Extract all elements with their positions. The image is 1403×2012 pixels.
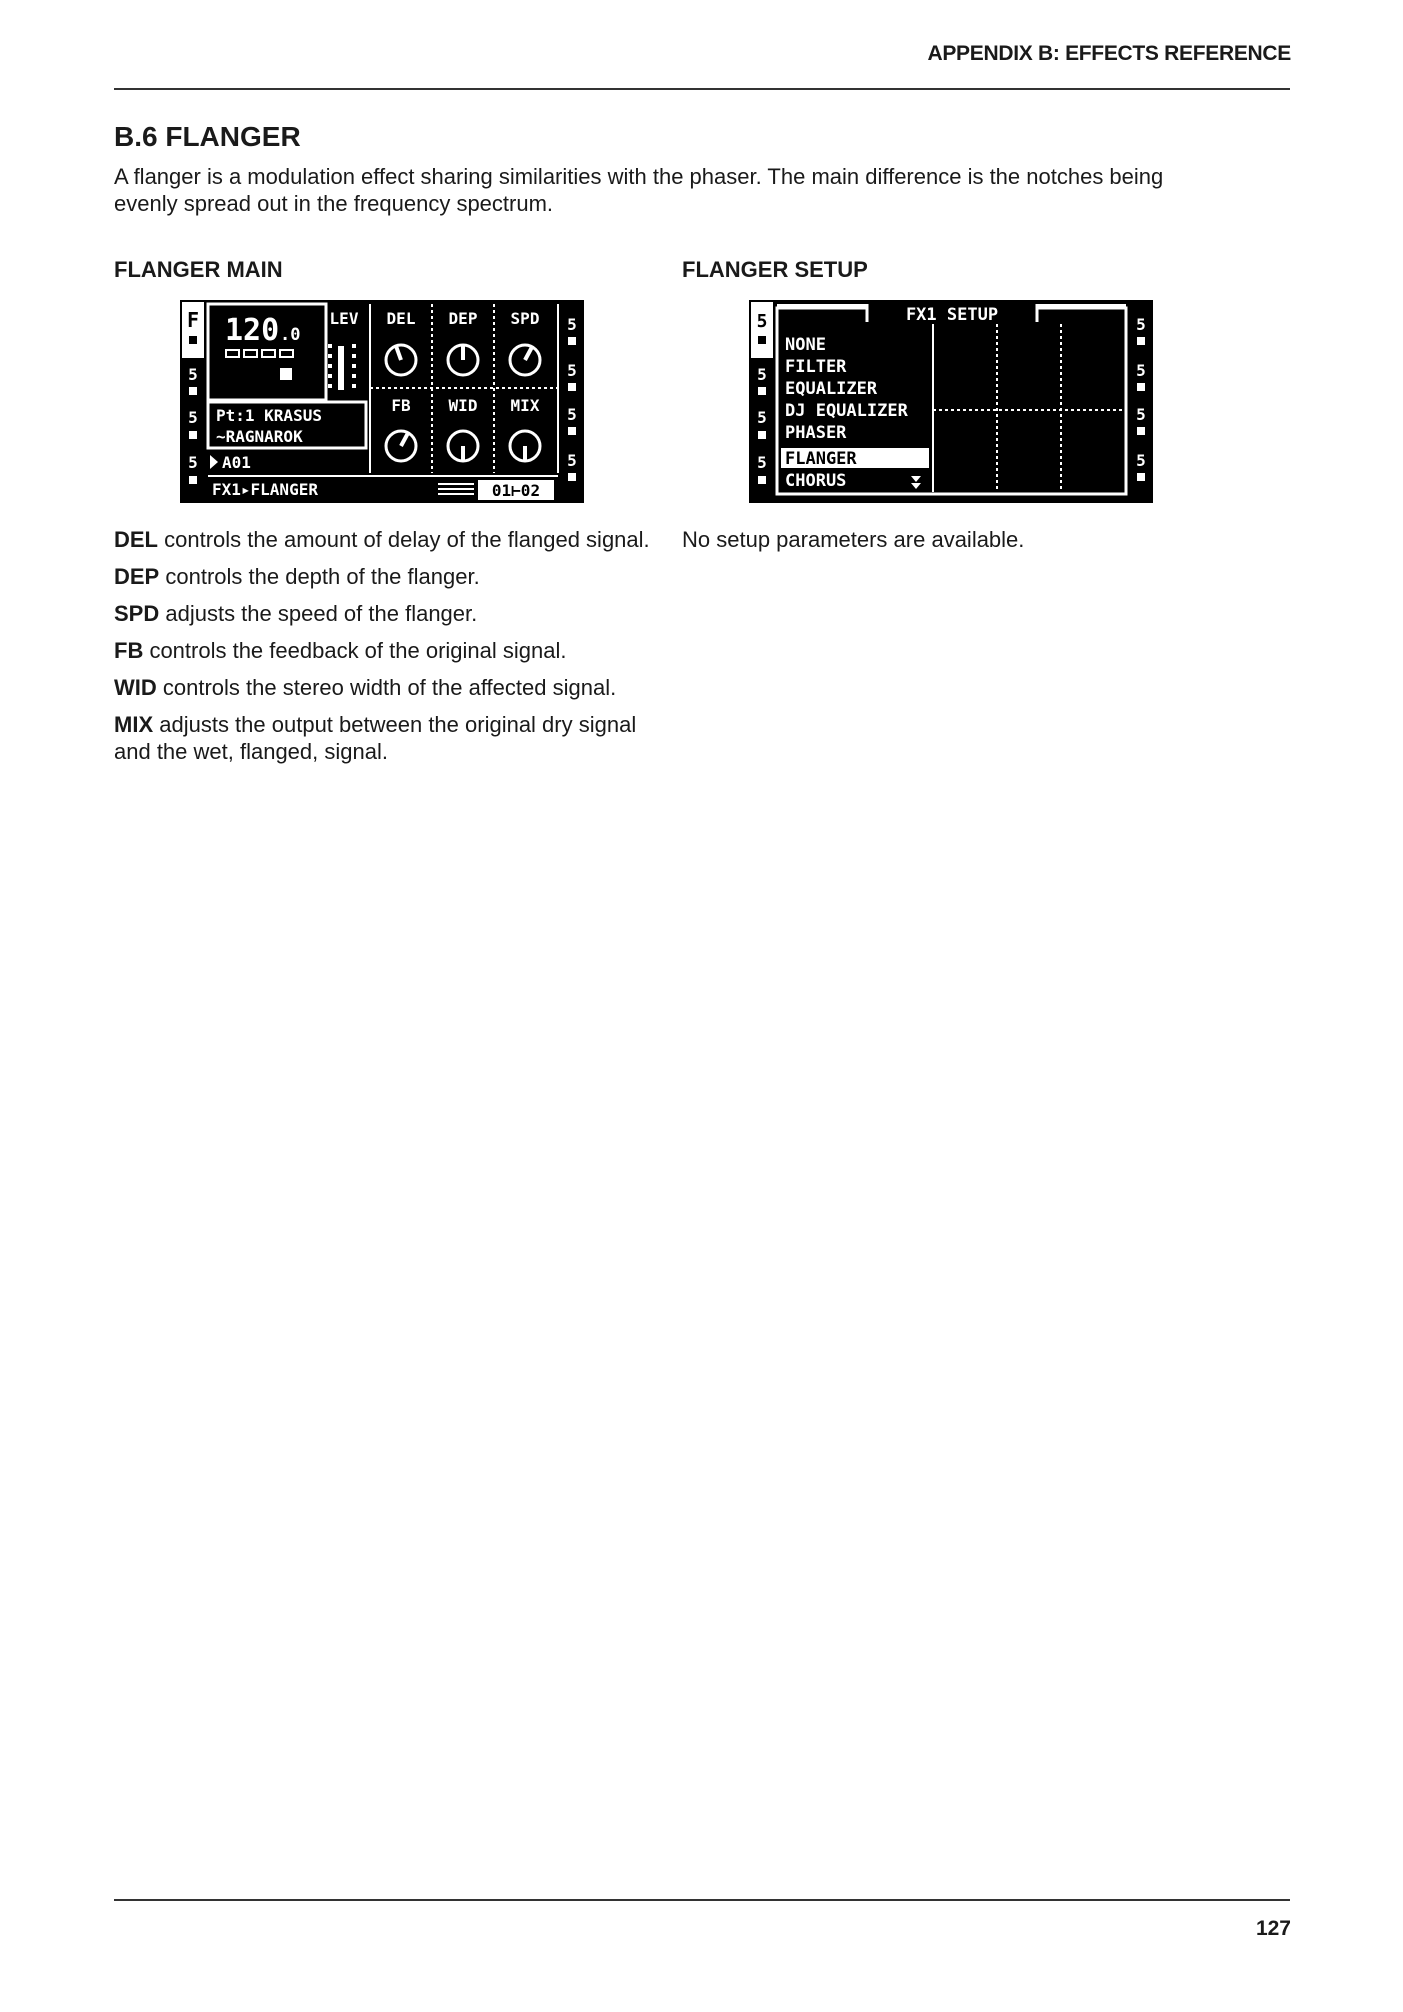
main-heading: FLANGER MAIN xyxy=(114,257,283,282)
desc-term: SPD xyxy=(114,601,160,626)
knob-del xyxy=(386,345,416,375)
tempo-decimal: .0 xyxy=(280,325,301,345)
desc-fb: FB controls the feedback of the original signal. xyxy=(114,638,567,663)
play-arrow-icon xyxy=(210,455,218,469)
header-rule xyxy=(114,88,1290,90)
effect-list[interactable] xyxy=(781,335,929,491)
knob-fb xyxy=(386,431,416,461)
effect-item[interactable]: NONE xyxy=(785,335,826,355)
stop-icon xyxy=(280,368,292,380)
page-glyph: 5 xyxy=(188,408,198,427)
effect-item[interactable]: FILTER xyxy=(785,357,847,377)
page-lines-icon xyxy=(438,483,474,495)
pattern-name: Pt:1 KRASUS xyxy=(216,406,322,425)
param-label-mix: MIX xyxy=(510,396,540,415)
scroll-down-icon[interactable] xyxy=(911,476,921,489)
desc-mix: MIX adjusts the output between the original dry signal and the wet, flanged, signal. xyxy=(114,712,637,764)
page-glyph: 5 xyxy=(757,453,767,472)
knob-mix xyxy=(510,431,540,462)
parameter-descriptions xyxy=(114,526,674,775)
setup-right-side-column xyxy=(1136,315,1146,481)
desc-spd: SPD adjusts the speed of the flanger. xyxy=(114,601,478,626)
setup-left-side-column xyxy=(751,302,773,484)
pattern-slot: A01 xyxy=(222,453,251,472)
desc-del: DEL controls the amount of delay of the flanged signal. xyxy=(114,527,650,552)
effect-item-selected[interactable]: FLANGER xyxy=(785,449,857,469)
desc-term: FB xyxy=(114,638,144,663)
knob-dep xyxy=(448,344,478,375)
track-letter: F xyxy=(186,308,200,332)
left-side-column xyxy=(182,302,204,484)
effect-item[interactable]: CHORUS xyxy=(785,471,847,491)
flanger-main-screen xyxy=(180,300,584,503)
page-glyph: 5 xyxy=(757,408,767,427)
knob-spd xyxy=(510,345,540,375)
status-page: 01⊢02 xyxy=(491,481,541,500)
footer-rule xyxy=(114,1899,1290,1901)
right-side-column xyxy=(567,315,577,481)
running-header: APPENDIX B: EFFECTS REFERENCE xyxy=(927,42,1291,65)
desc-wid: WID controls the stereo width of the affected signal. xyxy=(114,675,617,700)
page-glyph: 5 xyxy=(567,405,577,424)
page-glyph: 5 xyxy=(1136,361,1146,380)
param-label-wid: WID xyxy=(448,396,478,415)
section-title: B.6 FLANGER xyxy=(114,121,301,152)
desc-term: DEL xyxy=(114,527,158,552)
pattern-kit: ~RAGNAROK xyxy=(216,427,303,446)
effect-item[interactable]: PHASER xyxy=(785,423,847,443)
page-glyph: 5 xyxy=(756,311,768,332)
param-label-dep: DEP xyxy=(448,309,478,328)
section-intro: A flanger is a modulation effect sharing similarities with the phaser. The main difference is the notches being evenly spread out in the frequency spectrum. xyxy=(114,164,1164,216)
level-label: LEV xyxy=(329,309,359,328)
page-glyph: 5 xyxy=(1136,451,1146,470)
page-glyph: 5 xyxy=(567,361,577,380)
setup-title: FX1 SETUP xyxy=(905,305,999,325)
param-label-del: DEL xyxy=(386,309,416,328)
page-glyph: 5 xyxy=(567,315,577,334)
effect-item[interactable]: EQUALIZER xyxy=(785,379,878,399)
page-glyph: 5 xyxy=(757,365,767,384)
knob-wid xyxy=(448,431,478,462)
desc-term: MIX xyxy=(114,712,154,737)
page-glyph: 5 xyxy=(567,451,577,470)
page-number: 127 xyxy=(1255,1917,1291,1940)
desc-term: DEP xyxy=(114,564,160,589)
tempo-value: 120 xyxy=(225,313,280,348)
setup-heading: FLANGER SETUP xyxy=(682,257,868,282)
page-glyph: 5 xyxy=(1136,315,1146,334)
setup-grid xyxy=(933,324,1125,492)
setup-note: No setup parameters are available. xyxy=(682,527,1025,552)
level-meter xyxy=(328,344,356,390)
param-label-fb: FB xyxy=(391,396,411,415)
effect-item[interactable]: DJ EQUALIZER xyxy=(785,401,908,421)
param-label-spd: SPD xyxy=(510,309,540,328)
page-glyph: 5 xyxy=(1136,405,1146,424)
page-glyph: 5 xyxy=(188,365,198,384)
status-effect: FX1▸FLANGER xyxy=(212,480,318,499)
flanger-setup-screen xyxy=(749,300,1153,503)
beat-indicator xyxy=(226,350,293,357)
desc-term: WID xyxy=(114,675,157,700)
desc-dep: DEP controls the depth of the flanger. xyxy=(114,564,480,589)
page-glyph: 5 xyxy=(188,453,198,472)
